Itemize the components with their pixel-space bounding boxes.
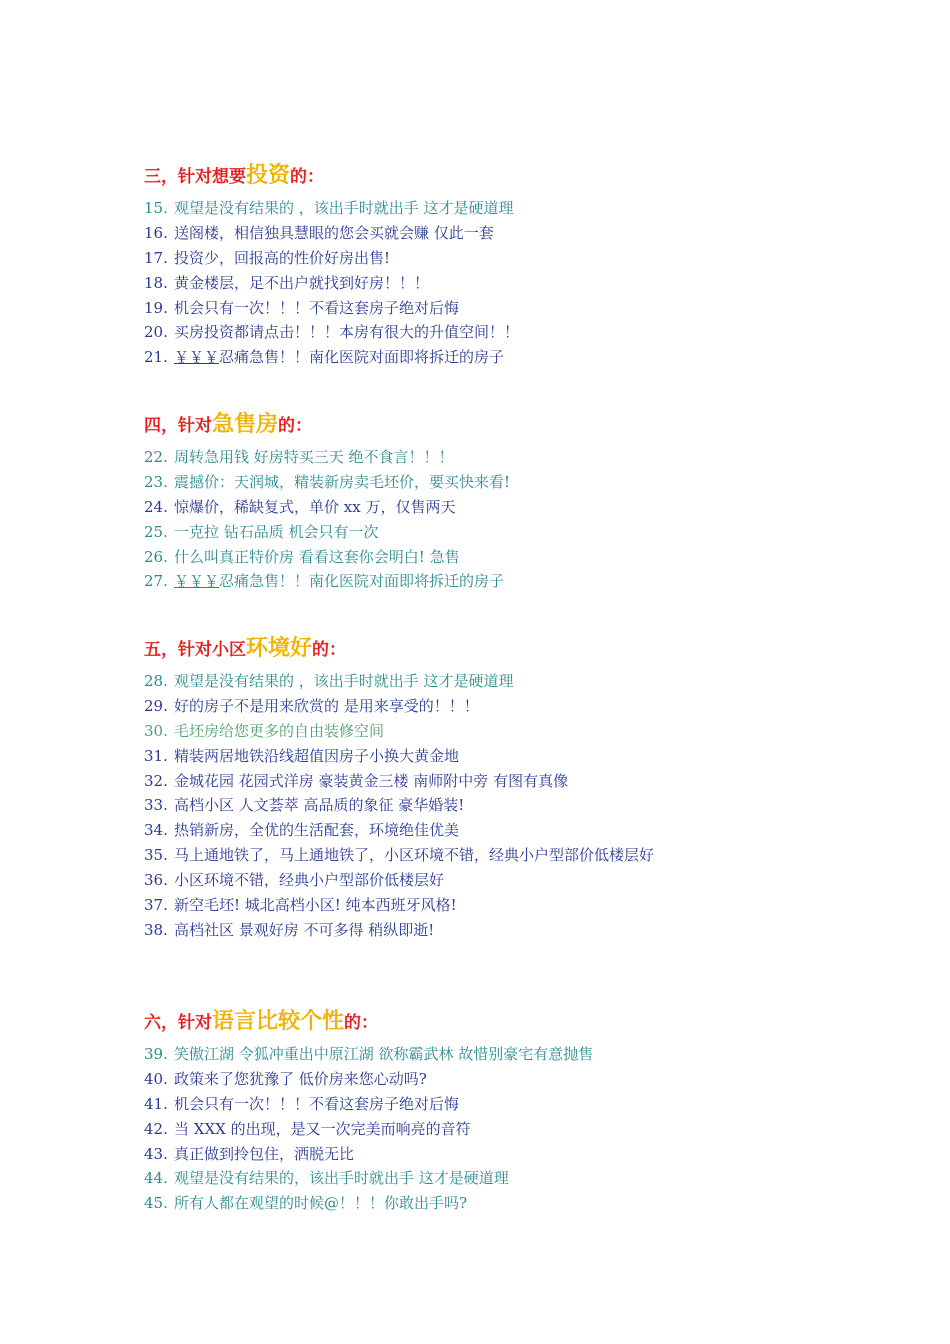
- section-heading: [144, 407, 864, 441]
- list-item: [144, 345, 864, 370]
- list-item: [144, 818, 864, 843]
- item-number: 45.: [144, 1194, 168, 1213]
- item-number: 20.: [144, 323, 168, 342]
- list-item: [144, 893, 864, 918]
- section-investment: [144, 158, 864, 370]
- item-text: 观望是没有结果的，该出手时就出手 这才是硬道理: [174, 1169, 509, 1188]
- item-text: 观望是没有结果的 ，该出手时就出手 这才是硬道理: [174, 672, 514, 690]
- list-item: [144, 1092, 864, 1117]
- heading-highlight: 急售房: [212, 411, 279, 437]
- list-item: [144, 1191, 864, 1216]
- list-item: [144, 520, 864, 545]
- list-item: [144, 918, 864, 943]
- heading-suffix: 的：: [290, 167, 325, 187]
- item-text: 当 XXX 的出现，是又一次完美而响亮的音符: [174, 1119, 471, 1138]
- list-item: [144, 694, 864, 719]
- item-text: 黄金楼层，足不出户就找到好房！！！: [174, 273, 430, 292]
- item-number: 15.: [144, 199, 168, 217]
- list-item: [144, 769, 864, 794]
- item-text: 机会只有一次！！！不看这套房子绝对后悔: [174, 1094, 460, 1113]
- list-item: [144, 545, 864, 570]
- item-text: 真正做到拎包住，洒脱无比: [174, 1144, 355, 1163]
- item-text: 新空毛坯! 城北高档小区! 纯本西班牙风格!: [174, 896, 457, 915]
- item-text: 买房投资都请点击！！！本房有很大的升值空间！！: [174, 323, 520, 342]
- item-text: 小区环境不错，经典小户型部价低楼层好: [174, 871, 445, 890]
- item-number: 21.: [144, 348, 168, 367]
- item-number: 22.: [144, 448, 168, 466]
- item-number: 29.: [144, 696, 168, 715]
- heading-suffix: 的：: [278, 416, 313, 436]
- list-item: [144, 1142, 864, 1167]
- list-item: [144, 569, 864, 594]
- item-number: 37.: [144, 896, 168, 915]
- item-text: 所有人都在观望的时候@！！！你敢出手吗?: [174, 1194, 468, 1213]
- item-number: 27.: [144, 572, 168, 591]
- item-text: 观望是没有结果的 ，该出手时就出手 这才是硬道理: [174, 199, 514, 217]
- list-item: [144, 1166, 864, 1191]
- item-text: 什么叫真正特价房 看看这套你会明白! 急售: [174, 547, 460, 566]
- list-item: [144, 296, 864, 321]
- item-number: 24.: [144, 497, 168, 516]
- item-number: 17.: [144, 248, 168, 267]
- item-number: 31.: [144, 746, 168, 765]
- list-item: [144, 669, 864, 694]
- item-text: 惊爆价，稀缺复式，单价 xx 万，仅售两天: [174, 497, 456, 516]
- item-text: 忍痛急售！！南化医院对面即将拆迁的房子: [219, 348, 505, 367]
- item-text: 政策来了您犹豫了 低价房来您心动吗?: [174, 1069, 427, 1088]
- item-number: 19.: [144, 298, 168, 317]
- item-number: 35.: [144, 846, 168, 865]
- heading-prefix: 四，针对: [144, 416, 212, 436]
- item-number: 30.: [144, 721, 168, 740]
- item-number: 25.: [144, 522, 168, 541]
- item-number: 38.: [144, 920, 168, 939]
- section-heading: [144, 631, 864, 665]
- list-item: [144, 445, 864, 470]
- list-item: [144, 271, 864, 296]
- section-environment: [144, 631, 864, 943]
- item-text: 周转急用钱 好房特买三天 绝不食言！！！: [174, 448, 454, 466]
- section-heading: [144, 1004, 864, 1038]
- list-item: [144, 843, 864, 868]
- list-item: [144, 470, 864, 495]
- item-text: 笑傲江湖 令狐冲重出中原江湖 欲称霸武林 故惜别豪宅有意抛售: [174, 1045, 594, 1063]
- item-list: [144, 445, 864, 594]
- item-number: 32.: [144, 771, 168, 790]
- list-item: [144, 1067, 864, 1092]
- section-urgent-sale: [144, 407, 864, 594]
- heading-prefix: 六，针对: [144, 1013, 212, 1033]
- item-number: 23.: [144, 472, 168, 491]
- item-number: 41.: [144, 1094, 168, 1113]
- item-text: 好的房子不是用来欣赏的 是用来享受的！！！: [174, 696, 479, 715]
- list-item: [144, 868, 864, 893]
- section-heading: [144, 158, 864, 192]
- list-item: [144, 320, 864, 345]
- item-text: 一克拉 钻石品质 机会只有一次: [174, 522, 379, 541]
- item-number: 28.: [144, 672, 168, 690]
- item-text: 震撼价：天润城，精装新房卖毛坯价，要买快来看!: [174, 472, 511, 491]
- item-text: 送阁楼，相信独具慧眼的您会买就会赚 仅此一套: [174, 223, 494, 242]
- item-text: 忍痛急售！！南化医院对面即将拆迁的房子: [219, 572, 505, 591]
- item-link[interactable]: ￥￥￥: [174, 348, 220, 367]
- list-item: [144, 793, 864, 818]
- item-number: 39.: [144, 1045, 168, 1063]
- item-number: 33.: [144, 796, 168, 815]
- heading-prefix: 三，针对想要: [144, 167, 246, 187]
- list-item: [144, 1042, 864, 1067]
- heading-highlight: 投资: [246, 162, 291, 188]
- heading-highlight: 环境好: [246, 635, 313, 661]
- item-number: 34.: [144, 821, 168, 840]
- item-link[interactable]: ￥￥￥: [174, 572, 220, 591]
- item-text: 投资少，回报高的性价好房出售!: [174, 248, 391, 267]
- heading-suffix: 的：: [344, 1013, 379, 1033]
- item-number: 44.: [144, 1169, 168, 1188]
- item-list: [144, 669, 864, 943]
- list-item: [144, 1117, 864, 1142]
- section-personality: [144, 1004, 864, 1216]
- heading-suffix: 的：: [312, 640, 347, 660]
- list-item: [144, 221, 864, 246]
- item-number: 43.: [144, 1144, 168, 1163]
- item-text: 热销新房，全优的生活配套，环境绝佳优美: [174, 821, 460, 840]
- item-number: 26.: [144, 547, 168, 566]
- list-item: [144, 719, 864, 744]
- item-text: 金城花园 花园式洋房 豪装黄金三楼 南师附中旁 有图有真像: [174, 771, 569, 790]
- item-number: 16.: [144, 223, 168, 242]
- item-text: 机会只有一次！！！不看这套房子绝对后悔: [174, 298, 460, 317]
- list-item: [144, 744, 864, 769]
- item-list: [144, 196, 864, 370]
- heading-highlight: 语言比较个性: [212, 1008, 345, 1034]
- list-item: [144, 495, 864, 520]
- item-number: 42.: [144, 1119, 168, 1138]
- item-number: 36.: [144, 871, 168, 890]
- item-text: 毛坯房给您更多的自由装修空间: [174, 721, 385, 740]
- heading-prefix: 五，针对小区: [144, 640, 246, 660]
- item-text: 精装两居地铁沿线超值因房子小换大黄金地: [174, 746, 460, 765]
- item-text: 马上通地铁了，马上通地铁了，小区环境不错，经典小户型部价低楼层好: [174, 846, 655, 865]
- item-text: 高档社区 景观好房 不可多得 稍纵即逝!: [174, 920, 435, 939]
- item-text: 高档小区 人文荟萃 高品质的象征 豪华婚装!: [174, 796, 465, 815]
- list-item: [144, 246, 864, 271]
- item-number: 40.: [144, 1069, 168, 1088]
- list-item: [144, 196, 864, 221]
- item-number: 18.: [144, 273, 168, 292]
- item-list: [144, 1042, 864, 1216]
